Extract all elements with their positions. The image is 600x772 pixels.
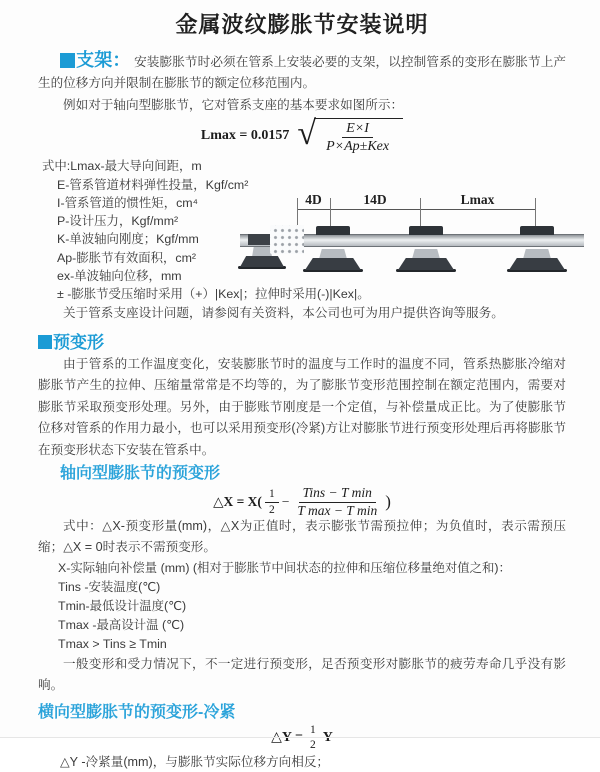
section-square-icon [60, 53, 75, 68]
lateral-formula [38, 723, 566, 752]
dimension-line [297, 209, 535, 210]
page-title: 金属波纹膨胀节安装说明 [175, 12, 429, 37]
axial-section-heading: 轴向型膨胀节的预变形 [60, 465, 221, 483]
support-intro-paragraph [38, 50, 566, 95]
pipe-guide-support [305, 226, 361, 272]
lateral-formula-rhs: Y [322, 729, 333, 745]
one-half-fraction: $\frac{1}{2}$ [265, 488, 279, 516]
lateral-note: △Y -冷紧量(mm)，与膨胀节实际位移方向相反； [60, 754, 330, 769]
one-half-fraction: $\frac{1}{2}$ [306, 724, 320, 752]
pipe-guide-support [509, 226, 565, 272]
support-example-line: 例如对于轴向型膨胀节，它对管系支座的基本要求如图所示： [63, 97, 404, 112]
axial-formula [38, 484, 566, 518]
lmax-formula-lhs: Lmax = 0.0157 [200, 128, 290, 144]
axial-item: Tmax -最高设计温 (℃) [58, 617, 185, 632]
axial-item: Tmax > Tins ≥ Tmin [58, 636, 167, 651]
definition-line: P-设计压力，Kgf/mm² [57, 214, 179, 229]
axial-item: Tins -安装温度(℃) [58, 579, 161, 594]
definition-line: Ap-膨胀节有效面积，cm² [57, 250, 197, 265]
definition-line: ex-单波轴向位移，mm [57, 269, 182, 283]
preform-section-heading: 预变形 [38, 332, 566, 354]
minus-operator: − [281, 494, 290, 510]
definition-line: ± -膨胀节受压缩时采用（+）|Kex|；拉伸时采用(-)|Kex|。 [57, 287, 370, 302]
definition-line: 式中:Lmax-最大导向间距，m [42, 159, 202, 174]
dim-label-4d: 4D [305, 192, 322, 207]
support-heading-label: 支架： [76, 50, 131, 70]
support-section-heading [60, 50, 130, 70]
support-intro-text: 安装膨胀节时必须在管系上安装必要的支架，以控制管系的变形在膨胀节上产生的位移方向并限制在膨胀节的额定位移范围内。 [38, 55, 567, 91]
axial-note: 一般变形和受力情况下，不一定进行预变形，足否预变形对膨胀节的疲劳寿命几乎没有影响。 [38, 656, 566, 693]
support-note: 关于管系支座设计问题，请参阅有关资料，本公司也可为用户提供咨询等服务。 [63, 305, 504, 320]
definition-line: I-管系管道的惯性矩，cm⁴ [57, 195, 198, 210]
close-paren: ) [385, 492, 391, 512]
lmax-formula [38, 114, 566, 155]
preform-body: 由于管系的工作温度变化，安装膨胀节时的温度与工作时的温度不同，管系热膨胀冷缩对膨胀节产生的拉伸、压缩量常常是不均等的，为了膨胀节变形范围控制在额定范围内，需要对膨胀节采取预变形处理。另外，由于膨账节刚度是一个定值，与补偿量成正比。为了使膨胀节位移对管系的作用力最小，也可以采用预变形(冷紧)方让对膨胀节进行预变形处理后再将膨胀节在预变形状态下安装在管系中。 [38, 357, 566, 457]
definition-line: E-管系管道材料弹性投量，Kgf/cm² [57, 177, 249, 192]
lateral-section-heading: 横向型膨胀节的预变形-冷紧 [38, 703, 236, 721]
temperature-fraction: $\frac{\text{Tins − T min}}{\text{T max − T min}}$ [297, 484, 378, 518]
dim-label-14d: 14D [363, 192, 387, 207]
radical-sign: √ [297, 114, 317, 152]
axial-formula-lhs: △X = X( [213, 494, 262, 510]
axial-item: X-实际轴向补偿量 (mm) (相对于膨胀节中间状态的拉伸和压缩位移量绝对值之和)： [58, 560, 511, 575]
lmax-fraction: $\frac{E\times I}{\text{P×Ap±Kex}}$ [326, 120, 390, 155]
sqrt-expression [297, 114, 403, 155]
pipe-guide-support [398, 226, 454, 272]
axial-explain: 式中：△X-预变形量(mm)，△X为正值时，表示膨张节需预拉伸；为负值时，表示需预压缩；△X = 0时表示不需预变形。 [38, 519, 566, 555]
dim-label-lmax: Lmax [460, 192, 495, 207]
axial-item: Tmin-最低设计温度(℃) [58, 598, 187, 613]
pipe-support-diagram [240, 192, 596, 284]
section-square-icon [38, 335, 52, 349]
lateral-formula-lhs: △Y = [271, 730, 303, 746]
bellows-expansion-joint [270, 225, 304, 254]
definition-line: K-单波轴向刚度；Kgf/mm [57, 232, 199, 247]
